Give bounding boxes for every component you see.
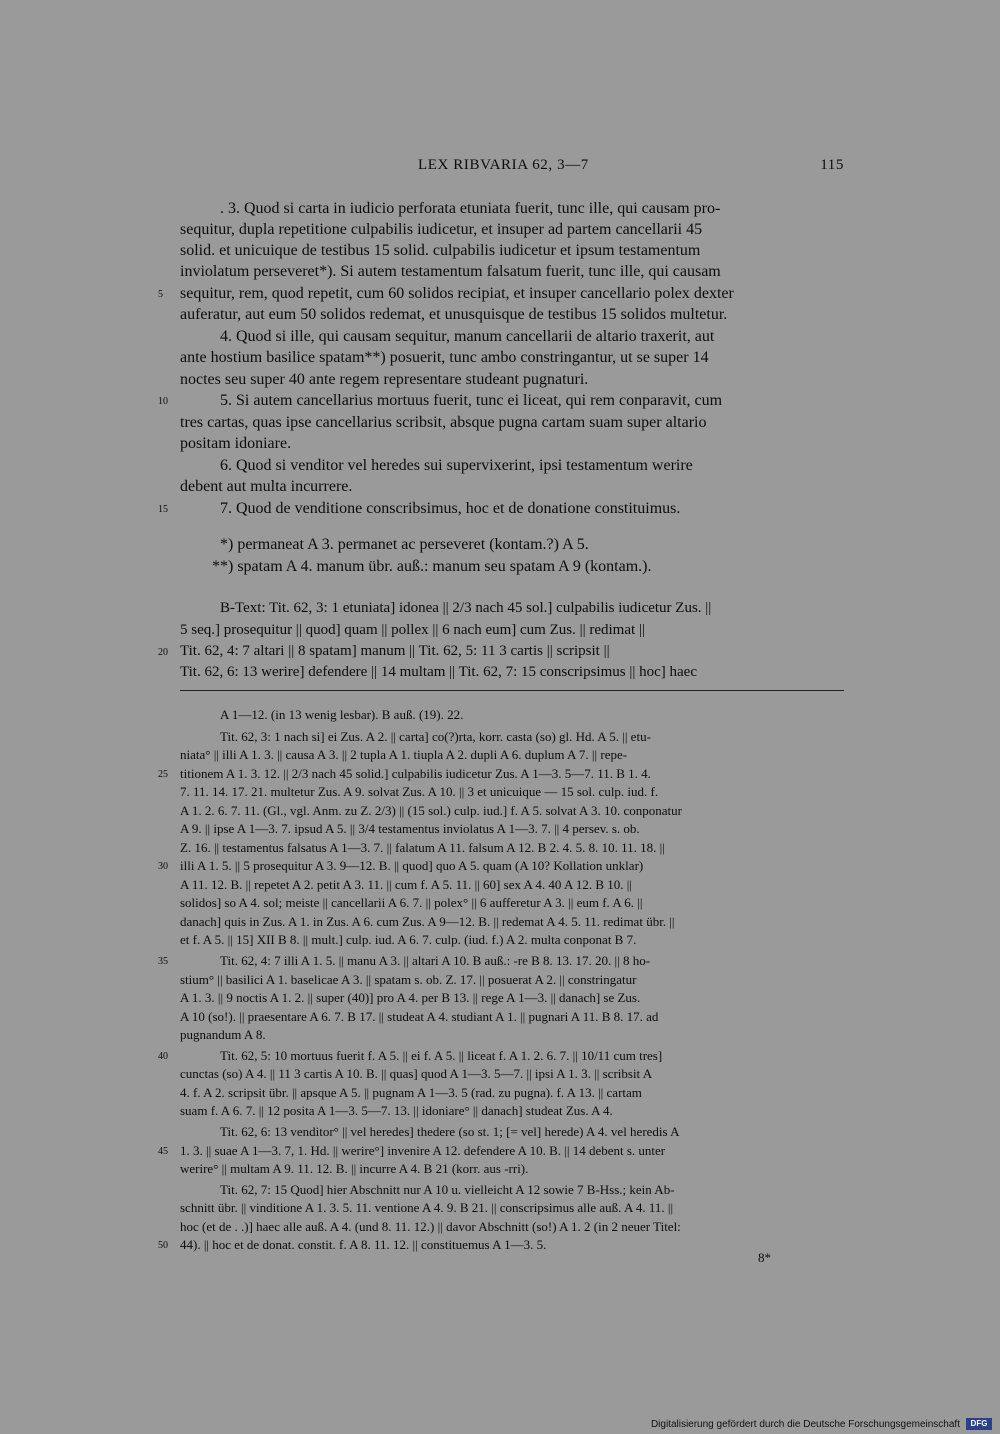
printer-signature: 8*	[758, 1250, 771, 1265]
apparatus-line: 44). || hoc et de donat. constit. f. A 8. 11. 12. || constituemus A 1—3. 5.	[180, 1237, 547, 1252]
apparatus-line: stium° || basilici A 1. baselicae A 3. || spatam s. ob. Z. 17. || posuerat A 2. || constringatur	[180, 972, 637, 987]
footnote: **) spatam A 4. manum übr. auß.: manum seu spatam A 9 (kontam.).	[212, 558, 652, 575]
apparatus-line: suam f. A 6. 7. || 12 posita A 1—3. 5—7. 13. || idoniare° || danach] studeat Zus. A 4.	[180, 1103, 613, 1118]
apparatus-line: Tit. 62, 5: 10 mortuus fuerit f. A 5. || ei f. A 5. || liceat f. A 1. 2. 6. 7. || 10/11 cum tres]	[220, 1048, 663, 1063]
main-line: 5. Si autem cancellarius mortuus fuerit, tunc ei liceat, qui rem conparavit, cum	[220, 392, 723, 409]
line-number: 5	[158, 289, 163, 300]
main-line: 4. Quod si ille, qui causam sequitur, manum cancellarii de altario traxerit, aut	[220, 328, 715, 345]
apparatus-line: solidos] so A 4. sol; meiste || cancellarii A 6. 7. || polex° || 6 aufferetur A 3. || eum f. A 6. ||	[180, 895, 643, 910]
apparatus-line: Tit. 62, 3: 1 nach si] ei Zus. A 2. || carta] co(?)rta, korr. casta (so) gl. Hd. A 5. || etu-	[220, 729, 651, 744]
line-number: 50	[158, 1240, 168, 1251]
dfg-logo: DFG	[966, 1418, 992, 1430]
apparatus-line: titionem A 1. 3. 12. || 2/3 nach 45 solid.] culpabilis iudicetur Zus. A 1—3. 5—7. 11. B 1. 4.	[180, 766, 651, 781]
btext-line: Tit. 62, 6: 13 werire] defendere || 14 multam || Tit. 62, 7: 15 conscripsimus || hoc] haec	[180, 664, 697, 680]
line-number: 40	[158, 1051, 168, 1062]
main-line: inviolatum perseveret*). Si autem testamentum falsatum fuerit, tunc ille, qui causam	[180, 263, 721, 280]
apparatus-line: illi A 1. 5. || 5 prosequitur A 3. 9—12. B. || quod] quo A 5. quam (A 10? Kollation unklar)	[180, 858, 644, 873]
apparatus-line: Tit. 62, 7: 15 Quod] hier Abschnitt nur A 10 u. vielleicht A 12 sowie 7 B-Hss.; kein Ab-	[220, 1182, 675, 1197]
main-line: positam idoniare.	[180, 435, 292, 452]
main-line: sequitur, rem, quod repetit, cum 60 solidos recipiat, et insuper cancellario polex dexter	[180, 285, 734, 302]
running-header	[180, 157, 844, 181]
line-number: 15	[158, 504, 168, 515]
apparatus-line: danach] quis in Zus. A 1. in Zus. A 6. cum Zus. A 9—12. B. || redemat A 4. 5. 11. redimat übr. ||	[180, 914, 675, 929]
main-line: sequitur, dupla repetitione culpabilis iudicetur, et insuper ad partem cancellarii 45	[180, 221, 703, 238]
line-number: 25	[158, 769, 168, 780]
main-line: 7. Quod de venditione conscribsimus, hoc et de donatione constituimus.	[220, 500, 681, 517]
main-line: noctes seu super 40 ante regem representare studeant pugnaturi.	[180, 371, 589, 388]
apparatus-line: niata° || illi A 1. 3. || causa A 3. || 2 tupla A 1. tiupla A 2. dupli A 6. duplum A 7. || repe-	[180, 747, 628, 762]
apparatus-line: A 1—12. (in 13 wenig lesbar). B auß. (19). 22.	[220, 707, 464, 722]
apparatus-line: pugnandum A 8.	[180, 1027, 266, 1042]
main-line: 6. Quod si venditor vel heredes sui supervixerint, ipsi testamentum werire	[220, 457, 693, 474]
line-number: 10	[158, 396, 168, 407]
apparatus-line: 7. 11. 14. 17. 21. multetur Zus. A 9. solvat Zus. A 10. || 3 et unicuique — 15 sol. culp. iud. f.	[180, 784, 659, 799]
funding-note: Digitalisierung gefördert durch die Deutsche Forschungsgemeinschaft	[650, 1419, 960, 1430]
apparatus-line: Tit. 62, 4: 7 illi A 1. 5. || manu A 3. || altari A 10. B auß.: -re B 8. 13. 17. 20. || 8 ho-	[220, 953, 651, 968]
apparatus-line: A 10 (so!). || praesentare A 6. 7. B 17. || studeat A 4. studiant A 1. || pugnari A 11. B 8. 17. ad	[180, 1009, 659, 1024]
divider-rule	[180, 690, 844, 691]
apparatus-line: A 1. 3. || 9 noctis A 1. 2. || super (40)] pro A 4. per B 13. || rege A 1—3. || danach] se Zus.	[180, 990, 641, 1005]
line-number: 30	[158, 861, 168, 872]
apparatus-line: schnitt übr. || vinditione A 1. 3. 5. 11. ventione A 4. 9. B 21. || conscripsimus alle auß. A 4. 11. ||	[180, 1200, 674, 1215]
main-line: auferatur, aut eum 50 solidos redemat, et unusquisque de testibus 15 solidos multetur.	[180, 306, 728, 323]
main-line: . 3. Quod si carta in iudicio perforata etuniata fuerit, tunc ille, qui causam pro-	[220, 200, 721, 217]
line-number: 45	[158, 1146, 168, 1157]
page-number: 115	[820, 157, 844, 173]
apparatus-line: A 1. 2. 6. 7. 11. (Gl., vgl. Anm. zu Z. 2/3) || (15 sol.) culp. iud.] f. A 5. solvat A 3. 10. conponatur	[180, 803, 682, 818]
apparatus-line: cunctas (so) A 4. || 11 3 cartis A 10. B. || quas] quod A 1—3. 5—7. || ipsi A 1. 3. || scribsit A	[180, 1066, 653, 1081]
apparatus-line: 1. 3. || suae A 1—3. 7, 1. Hd. || werire°] invenire A 12. defendere A 10. B. || 14 debent s. unter	[180, 1143, 666, 1158]
footnote: *) permaneat A 3. permanet ac perseveret (kontam.?) A 5.	[220, 536, 589, 553]
main-line: solid. et unicuique de testibus 15 solid. culpabilis iudicetur et ipsum testamentum	[180, 242, 701, 259]
line-number: 35	[158, 956, 168, 967]
apparatus-line: Z. 16. || testamentus falsatus A 1—3. 7. || falatum A 11. falsum A 12. B 2. 4. 5. 8. 10. 11. 18. ||	[180, 840, 665, 855]
main-line: debent aut multa incurrere.	[180, 478, 353, 495]
apparatus-line: werire° || multam A 9. 11. 12. B. || incurre A 4. B 21 (korr. aus -rri).	[180, 1161, 529, 1176]
apparatus-line: et f. A 5. || 15] XII B 8. || mult.] culp. iud. A 6. 7. culp. (iud. f.) A 2. multa conponat B 7.	[180, 932, 637, 947]
apparatus-line: A 11. 12. B. || repetet A 2. petit A 3. 11. || cum f. A 5. 11. || 60] sex A 4. 40 A 12. B 10. ||	[180, 877, 632, 892]
btext-line: Tit. 62, 4: 7 altari || 8 spatam] manum || Tit. 62, 5: 11 3 cartis || scripsit ||	[180, 643, 610, 659]
apparatus-line: hoc (et de . .)] haec alle auß. A 4. (und 8. 11. 12.) || davor Abschnitt (so!) A 1. 2 (in 2 neuer Titel:	[180, 1219, 681, 1234]
apparatus-line: 4. f. A 2. scripsit übr. || apsque A 5. || pugnam A 1—3. 5 (rad. zu pugna). f. A 13. || cartam	[180, 1085, 642, 1100]
apparatus-line: A 9. || ipse A 1—3. 7. ipsud A 5. || 3/4 testamentus inviolatus A 1—3. 7. || 4 persev. s. ob.	[180, 821, 640, 836]
main-line: tres cartas, quas ipse cancellarius scribsit, absque pugna cartam suam super altario	[180, 414, 707, 431]
btext-line: 5 seq.] prosequitur || quod] quam || pollex || 6 nach eum] cum Zus. || redimat ||	[180, 622, 645, 638]
main-line: ante hostium basilice spatam**) posuerit, tunc ambo constringantur, ut se super 14	[180, 349, 709, 366]
btext-line: B-Text: Tit. 62, 3: 1 etuniata] idonea || 2/3 nach 45 sol.] culpabilis iudicetur Zus. ||	[220, 600, 712, 616]
apparatus-line: Tit. 62, 6: 13 venditor° || vel heredes] thedere (so st. 1; [= vel] herede) A 4. vel heredis A	[220, 1124, 680, 1139]
line-number: 20	[158, 647, 168, 658]
running-title: LEX RIBVARIA 62, 3—7	[418, 157, 589, 173]
